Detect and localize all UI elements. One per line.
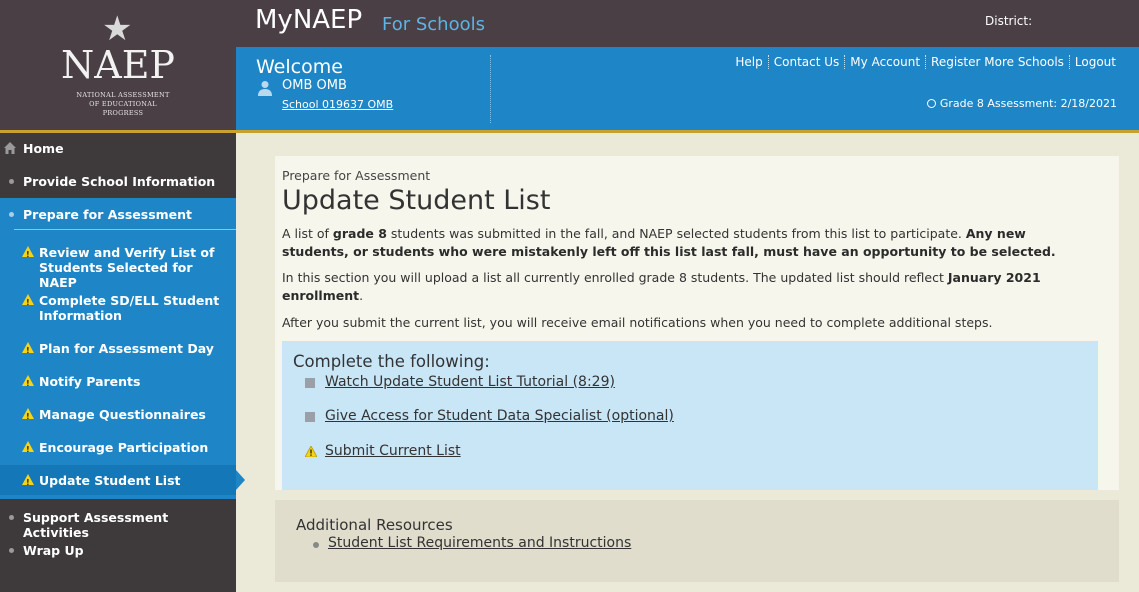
sidebar-subitem-review-verify[interactable] [0, 245, 236, 290]
logo-subtitle-line: OF EDUCATIONAL [89, 100, 157, 108]
sidebar-item-provide-school-information[interactable] [0, 174, 236, 192]
divider [14, 229, 236, 230]
bullet-icon [313, 542, 319, 548]
resources-title: Additional Resources [296, 516, 453, 534]
home-icon [4, 142, 16, 154]
todo-title: Complete the following: [293, 352, 490, 371]
text-span: . [359, 288, 364, 303]
text-span: students was submitted in the fall, and NAEP selected students from this list to participate. [386, 226, 966, 241]
warning-icon [22, 294, 34, 305]
sidebar-subitem-label: Plan for Assessment Day [39, 341, 214, 356]
bullet-icon [9, 548, 14, 553]
sidebar-item-support-assessment-activities[interactable] [0, 510, 236, 540]
contact-us-link[interactable]: Contact Us [769, 55, 846, 69]
warning-icon [305, 446, 317, 457]
assessment-date [927, 97, 1117, 110]
page-title: Update Student List [282, 185, 551, 216]
logo-subtitle-line: PROGRESS [102, 109, 144, 117]
sidebar-item-label: Prepare for Assessment [23, 207, 193, 222]
help-link[interactable]: Help [730, 55, 768, 69]
bullet-icon [9, 515, 14, 520]
additional-resources [275, 500, 1119, 582]
warning-icon [22, 408, 34, 419]
sidebar-subitem-label: Update Student List [39, 473, 181, 488]
divider [490, 55, 491, 123]
main-content [275, 156, 1119, 490]
notification-paragraph: After you submit the current list, you will receive email notifications when you need to complete additional steps. [282, 315, 993, 330]
bold-text: Any new students, or students who were mistakenly left off this list last fall, must have an opportunity to be selected. [282, 226, 1056, 259]
assessment-date-text: Grade 8 Assessment: 2/18/2021 [939, 97, 1117, 110]
logo-subtitle-line: NATIONAL ASSESSMENT [76, 91, 170, 99]
sidebar-subitem-label: Complete SD/ELL Student Information [39, 293, 220, 323]
sidebar-item-label: Support Assessment Activities [23, 510, 169, 540]
bullet-icon [9, 212, 14, 217]
text-span: A list of [282, 226, 333, 241]
sidebar-item-home[interactable] [0, 141, 236, 159]
top-header [236, 0, 1139, 47]
sidebar-item-prepare-for-assessment[interactable] [0, 207, 236, 225]
user-icon [258, 80, 272, 96]
logout-link[interactable]: Logout [1074, 55, 1116, 69]
sidebar-item-wrap-up[interactable] [0, 543, 236, 561]
submit-current-list-link[interactable]: Submit Current List [325, 443, 461, 459]
sidebar-item-label: Home [23, 141, 64, 156]
warning-icon [22, 375, 34, 386]
square-bullet-icon [305, 412, 315, 422]
app-subtitle: For Schools [382, 14, 485, 35]
todo-box [282, 341, 1098, 490]
school-link[interactable]: School 019637 OMB [282, 98, 394, 111]
my-account-link[interactable]: My Account [845, 55, 926, 69]
sidebar-subitem-plan-assessment-day[interactable] [0, 341, 236, 357]
sidebar-subitem-encourage-participation[interactable] [0, 440, 236, 456]
instruction-paragraph [282, 269, 1082, 305]
bold-text: grade 8 [332, 226, 387, 241]
sidebar-subitem-label: Review and Verify List of Students Selected for NAEP [39, 245, 215, 290]
sidebar-subitem-manage-questionnaires[interactable] [0, 407, 236, 423]
warning-icon [22, 246, 34, 257]
text-span: In this section you will upload a list all currently enrolled grade 8 students. The updated list should reflect [282, 270, 948, 285]
give-access-link[interactable]: Give Access for Student Data Specialist (optional) [325, 408, 674, 424]
sidebar-item-label: Provide School Information [23, 174, 216, 189]
sidebar-subitem-update-student-list[interactable] [0, 473, 236, 489]
student-list-requirements-link[interactable]: Student List Requirements and Instructions [328, 535, 632, 551]
naep-logo[interactable] [0, 0, 236, 130]
breadcrumb: Prepare for Assessment [282, 168, 431, 183]
welcome-title: Welcome [256, 56, 343, 78]
star-icon: ★ [102, 9, 133, 49]
circle-icon [927, 99, 936, 108]
district-label: District: [985, 14, 1033, 28]
sidebar-item-label: Wrap Up [23, 543, 84, 558]
warning-icon [22, 474, 34, 485]
logo-subtitle [0, 91, 246, 118]
sidebar [0, 133, 236, 592]
warning-icon [22, 342, 34, 353]
logo-wordmark: NAEP [61, 43, 175, 87]
bullet-icon [9, 179, 14, 184]
square-bullet-icon [305, 378, 315, 388]
sidebar-subitem-sd-ell[interactable] [0, 293, 236, 325]
bold-text: January 2021 enrollment [282, 270, 1041, 303]
register-more-schools-link[interactable]: Register More Schools [926, 55, 1070, 69]
intro-paragraph [282, 225, 1082, 261]
top-links [730, 55, 1121, 69]
watch-tutorial-link[interactable]: Watch Update Student List Tutorial (8:29) [325, 374, 615, 390]
sidebar-subitem-notify-parents[interactable] [0, 374, 236, 390]
app-title: MyNAEP [255, 5, 363, 35]
warning-icon [22, 441, 34, 452]
active-arrow-icon [236, 470, 245, 490]
user-name: OMB OMB [282, 78, 347, 93]
welcome-bar [236, 47, 1139, 130]
sidebar-subitem-label: Manage Questionnaires [39, 407, 206, 422]
sidebar-subitem-label: Encourage Participation [39, 440, 209, 455]
sidebar-subitem-label: Notify Parents [39, 374, 141, 389]
